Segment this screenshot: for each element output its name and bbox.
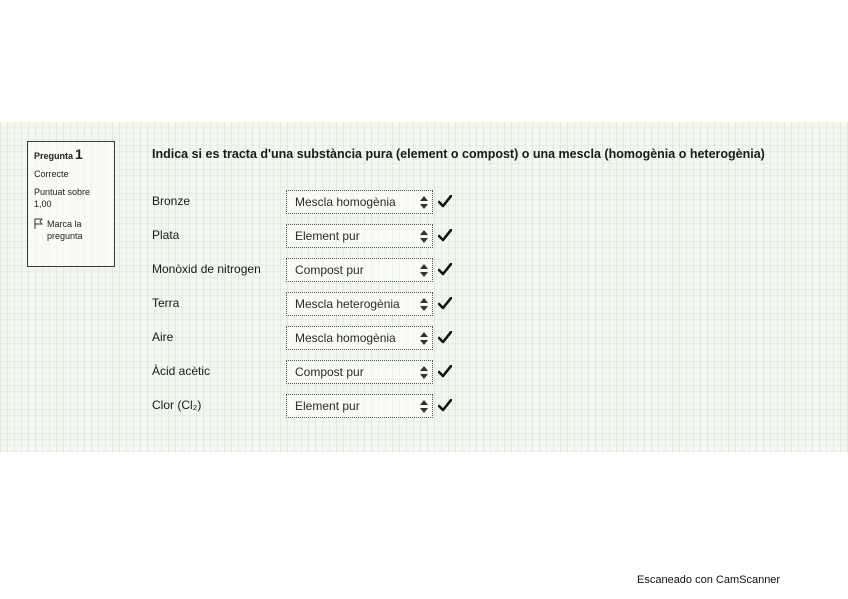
- check-icon: [438, 263, 452, 276]
- substance-label: Plata: [152, 228, 180, 242]
- check-icon: [438, 195, 452, 208]
- select-value: Element pur: [295, 229, 360, 243]
- sort-arrows-icon: [420, 366, 428, 379]
- answer-row: [152, 190, 472, 216]
- flag-question-link[interactable]: [34, 218, 114, 242]
- sort-arrows-icon: [420, 332, 428, 345]
- substance-label: Aire: [152, 330, 174, 344]
- sort-arrows-icon: [420, 298, 428, 311]
- score-label: Puntuat sobre: [34, 187, 91, 197]
- score-info: [34, 186, 114, 210]
- substance-label: Clor (Cl₂): [152, 398, 202, 412]
- select-value: Element pur: [295, 399, 360, 413]
- answer-select[interactable]: [286, 394, 433, 418]
- question-status: Correcte: [34, 169, 69, 179]
- flag-label-line1: Marca la: [47, 219, 82, 229]
- check-icon: [438, 365, 452, 378]
- scanner-watermark: Escaneado con CamScanner: [637, 574, 781, 586]
- sort-arrows-icon: [420, 230, 428, 243]
- sort-arrows-icon: [420, 196, 428, 209]
- select-value: Mescla heterogènia: [295, 297, 400, 311]
- substance-label: Bronze: [152, 194, 191, 208]
- answer-row: [152, 258, 472, 284]
- select-value: Mescla homogènia: [295, 195, 396, 209]
- answer-select[interactable]: [286, 326, 433, 350]
- sort-arrows-icon: [420, 264, 428, 277]
- substance-label: Terra: [152, 296, 180, 310]
- select-value: Compost pur: [295, 263, 364, 277]
- check-icon: [438, 399, 452, 412]
- answer-row: [152, 292, 472, 318]
- select-value: Compost pur: [295, 365, 364, 379]
- check-icon: [438, 229, 452, 242]
- answer-select[interactable]: [286, 190, 433, 214]
- select-value: Mescla homogènia: [295, 331, 396, 345]
- score-value: 1,00: [34, 199, 52, 209]
- question-info-box: [27, 141, 115, 267]
- substance-label: Monòxid de nitrogen: [152, 262, 261, 276]
- answer-row: [152, 360, 472, 386]
- answer-row: [152, 224, 472, 250]
- check-icon: [438, 297, 452, 310]
- question-text: Indica si es tracta d'una substància pura (element o compost) o una mescla (homogènia o heterogènia): [152, 147, 765, 161]
- answer-select[interactable]: [286, 360, 433, 384]
- flag-icon: [34, 218, 43, 229]
- answer-select[interactable]: [286, 258, 433, 282]
- sort-arrows-icon: [420, 400, 428, 413]
- substance-label: Àcid acètic: [152, 364, 211, 378]
- answer-select[interactable]: [286, 224, 433, 248]
- question-number: 1: [75, 146, 83, 162]
- answer-row: [152, 326, 472, 352]
- answer-row: [152, 394, 472, 420]
- flag-label-line2: pregunta: [47, 231, 83, 241]
- question-label: Pregunta: [34, 151, 74, 161]
- question-heading: [34, 148, 114, 162]
- answer-select[interactable]: [286, 292, 433, 316]
- check-icon: [438, 331, 452, 344]
